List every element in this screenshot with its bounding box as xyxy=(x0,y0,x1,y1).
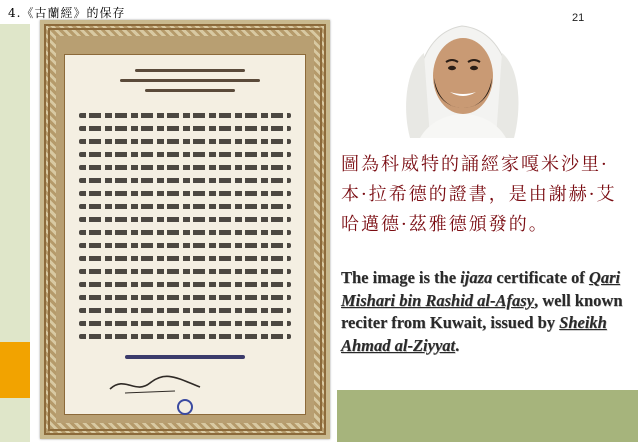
name-sheikh: Sheikh Ahmad al-Ziyyat xyxy=(341,313,607,355)
certificate-heading xyxy=(65,65,305,105)
caption-english: The image is the ijaza certificate of Qari Mishari bin Rashid al-Afasy, well known reciter from Kuwait, issued by Sheikh Ahmad al-Ziyyat. xyxy=(341,268,623,355)
certificate-paper xyxy=(64,54,306,415)
page-number: 21 xyxy=(572,12,585,24)
section-title: 4.《古蘭經》的保存 xyxy=(8,6,126,20)
left-stripe-bottom xyxy=(0,398,30,442)
certificate-arabic-text xyxy=(79,113,291,343)
certificate-stamp xyxy=(177,399,193,415)
ijaza-certificate-image xyxy=(40,20,330,439)
left-stripe-top xyxy=(0,24,30,342)
certificate-signature xyxy=(105,371,205,397)
term-ijaza: ijaza xyxy=(460,268,493,287)
left-stripe-accent xyxy=(0,342,30,398)
name-reciter: Qari Mishari bin Rashid al-Afasy xyxy=(341,268,621,310)
certificate-closing-line xyxy=(125,355,245,359)
reciter-portrait-photo xyxy=(380,8,544,138)
caption-chinese: 圖為科威特的誦經家嘎米沙里·本·拉希德的證書，是由謝赫·艾哈邁德·茲雅德頒發的。 xyxy=(341,154,617,235)
bottom-accent-band xyxy=(337,390,638,442)
